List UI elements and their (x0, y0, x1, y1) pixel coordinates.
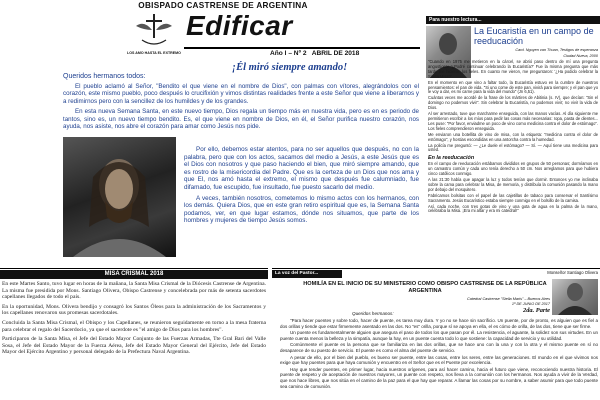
homilia-title: HOMILÍA EN EL INICIO DE SU MINISTERIO COMO OBISPO CASTRENSE DE LA REPÚBLICA ARGENTINA (303, 281, 547, 294)
homilia-rule (272, 268, 600, 269)
reeducacion-paragraph: A las 21:30 había que apagar la luz y todos tenían que dormir. Entonces yo me inclinaba sobre la cama para celebrar la Misa, de memoria, y distribuía la comunión pasando la mano por debajo del mosquitero. (428, 177, 598, 192)
editorial-paragraph: A veces, también nosotros, cometemos lo mismo actos con los hermanos, con los demás. Quiera Dios, que en este gran retiro espiritual que es, la Semana Santa podamos, ver, en que lugar estamos, dónde nos situamos, que parte de los hombres y mujeres de tiempo Jesús somos. (184, 194, 419, 225)
homilia-body (280, 318, 598, 389)
homilia-author: Monseñor Santiago Olivera (547, 270, 598, 275)
misa-paragraph: En la oportunidad, Mons. Olivera bendijo y consagró los Santos Óleos para la administración de los Sacramentos y los capellanes renovaron sus promesas sacerdotales. (2, 303, 266, 317)
editorial-greeting: Queridos hermanos todos: (63, 73, 146, 80)
homilia-paragraph: A pesar de ello, por el bien del pueblo, es bueno ser puente, entre las cosas, entre los seres, entre las generaciones. El mundo en el que vivimos nos exige que hay puentes para que haya comunión y encuentro en el Señor que es el Puente por excelencia. (280, 354, 598, 366)
reeducacion-paragraph: Al ser arrestado, tuve que marcharme enseguida, con las manos vacías. Al día siguiente me permitieron escribir a los míos para pedir las cosas más necesarias: ropa, pasta de dientes... Les puse: "Por favor, enviadme un poco de vino como medicina contra el dolor de estómago". Los fieles comprendieron enseguida. (428, 111, 598, 131)
reeducacion-paragraph: En el campo de reeducación estábamos divididos en grupos de 50 personas; dormíamos en un camastro común y cada uno tenía derecho a 50 cm. Nos arreglamos para que hubiera cinco católicos conmigo. (428, 161, 598, 177)
person-photo-icon (552, 279, 598, 315)
editorial-paragraph: El pueblo aclamó al Señor, "Bendito el que viene en el nombre de Dios", con palmas con vítores, alegrándolos con el corazón, este mismo pueblo, poco después lo crucifixión y vimos distintas realidades frente a este Señor que viene a liberarnos y a redimirnos pero con la sencillez de los humildes y de los grandes. (63, 83, 419, 105)
reeducacion-paragraph: Me enviaron una botellita de vino de misa, con la etiqueta: "medicina contra el dolor de estómago", y hostias escondidas en una antorcha contra la humedad. (428, 131, 598, 142)
bishop-photo (552, 279, 598, 315)
editorial-paragraph: En esta nueva Semana Santa, en este nuevo tiempo, Dios regala un tiempo más en nuestra vida, pero es en es periodo de tantos, sino es, un nuevo tiempo bendito. Es, el que viene en nombre de Dios, en él, el Señor purifica nuestro corazón, nos ayuda, nos asiste, nos abre el corazón para amar como Jesús nos pide. (63, 108, 419, 131)
misa-body (2, 281, 266, 356)
homilia-paragraph: Un puente es fundamentalmente alguien que asegura el paso de todos los que pasan por él. La resistencia, el aguante, la solidez son sus virtudes. En un puente cuenta menos la belleza y la simpatía, aunque la hay, en un puente cuenta todo lo que sostiene: la capacidad de servicio y su utilidad. (280, 330, 598, 341)
masthead-title: Edificar (186, 10, 293, 41)
homilia-date-2: 1º DE JUNIO DE 2017 (511, 302, 550, 306)
homilia-paragraph: "Para hacer puentes y sobre todo, hacer de puente, es tarea muy dura. Y yo no se hace sin sacrificio. Un puente, por de pronto, es alguien que es fiel a dos orillas y tiende que estar firmemente asentado en las dos. No "es" orilla, porque sí se apoya en ella, el es cómo de orilla, de las dos, tiene que ser firme. (280, 318, 598, 329)
reeducacion-byline-2: Ciudad Nueva, 2000 (563, 54, 598, 58)
masthead-org: OBISPADO CASTRENSE DE ARGENTINA (138, 1, 308, 10)
homilia-date: Catedral Castrense "Stella Maris" – Buenos Aires (467, 297, 550, 301)
reeducacion-paragraph: La policía me preguntó: — ¿Le duele el estómago? — Sí. — Aquí tiene una medicina para usted. (428, 142, 598, 153)
reeducacion-paragraph: Fabricamos bolsitas con el papel de las cajetillas de tabaco para conservar el Santísimo Sacramento. Jesús Eucarístico estaba siempre conmigo en el bolsillo de la camisa. (428, 192, 598, 203)
editorial-top (63, 83, 419, 130)
reeducacion-paragraph: Cuántas veces me acordé de la frase de los mártires de Abitinia (s. IV), que decían: "Sin el domingo no podemos vivir". Sin celebrar la Eucaristía, no podemos vivir; no vivir la vida de Dios. (428, 95, 598, 111)
logo-caption: LOS AMO HASTA EL EXTREMO (127, 51, 181, 55)
reeducacion-title: La Eucaristía en un campo de reeducación (474, 26, 594, 46)
portrait-icon (63, 137, 176, 257)
masthead-rule (184, 47, 420, 49)
misa-paragraph: En este Martes Santo, tuvo lugar en horas de la mañana, la Santa Misa Crismal de la Diócesis Castrense de Argentina. La misma fue presidida por Mons. Santiago Olivera, Obispo Castrense y concelebrada por más de setenta sacerdotes capellanes llegados de todo el país. (2, 281, 266, 301)
reeducacion-paragraph: En el momento en que vino a faltar todo, la Eucaristía estuvo en la cumbre de nuestros pensamientos: el pan de vida. "Si uno come de este pan, vivirá para siempre; y el pan que yo le voy a dar, es mi carne para la vida del mundo" (Jn 6,51). (428, 79, 598, 95)
reeducacion-section-label: Para nuestro lectura... (426, 16, 600, 24)
editorial-right (184, 146, 419, 225)
homilia-opening: Queridos hermanos: (352, 311, 394, 316)
crest-icon (132, 12, 176, 52)
masthead-logo (132, 12, 176, 52)
reeducacion-body (428, 60, 598, 214)
misa-header: MISA CRISMAL 2018 (0, 270, 268, 279)
misa-paragraph: Concluida la Santa Misa Crismal, el Obispo y los Capellanes, se reunieron seguidamente en torno a la mesa fraterna para celebrar el regalo del Sacerdocio, ya que el sacerdote es "el amigo de Dios para los hombres". (2, 319, 266, 333)
homilia-part: 2da. Parte (523, 307, 550, 314)
slogan: ¡Él miró siempre amando! (232, 62, 348, 73)
reeducacion-paragraph: Así, cada noche, con tres gotas de vino y una gota de agua en la palma de la mano, celebraba la Misa. ¡Era mi altar y era mi catedral!" (428, 203, 598, 214)
reeducacion-byline: Card. Nguyen van Thuan, Testigos de esperanza (515, 48, 598, 52)
reeducacion-paragraph: "Cuando en 1975 me metieron en la cárcel, se abrió paso dentro de mí una pregunta angustiosa: '¿Podré continuar celebrando la Eucaristía?' Fue la misma pregunta que más tarde me hicieron los fieles. En cuanto me vieron, me preguntaron: '¿Ha podido celebrar la Santa Misa?' (428, 59, 598, 79)
homilia-paragraph: Hay que tender puentes, en primer lugar, hacia nuestros orígenes, para así hacer camino, hacia el futuro que viene, reconociendo nuestra historia. El puente de respeto y de aceptación de nuestros mayores, un puente con respeto, nos lleva a la comunión con los hermanos. Nos ayuda a vivir de la Verdad, que nos hace libres, que nos sitúa en el camino de la paz para el que hay que reparar. A llamar las cosas por su nombre, a saber asumir para que todo puente sea camino de comunión. (280, 366, 598, 389)
jesus-portrait (63, 137, 176, 257)
homilia-paragraph: Comúnmente el puente es la persona que se familiariza en las dos orillas, que se hace uno con la una y con la otra y el mismo puente en sí no desaparece de su puesto de servicio. El puente es como el alma del puente de servicio. (280, 342, 598, 353)
misa-rule (0, 268, 268, 269)
editorial-paragraph: Por ello, debemos estar atentos, para no ser aquellos que después, no con la palabra, pero que con los actos, sacamos del medio a Jesús, a este Jesús que es el Dios con nosotros y que paso haciendo el bien, que miró siempre amando, que es rostro de la misericordia del Padre. Que es la certeza de un Dios que nos ama y que El, nos amó hasta el extremo, el mismo que después fue calumniado, fue difamado, fue escupido, fue insultado, fue puesto sacarlo del medio. (184, 146, 419, 191)
homilia-section-label: La voz del Pastor... (272, 270, 342, 278)
misa-paragraph: Participaron de la Santa Misa, el Jefe del Estado Mayor Conjunto de las Fuerzas Armadas, Tte Gral Bari del Valle Sosa, el Jefe del Estado Mayor de la Fuerza Aérea, Jefe del Estado Mayor General del Ejército, Jefe del Estado Mayor del Ejército Argentino y personal delegado de la Prefectura Naval Argentina. (2, 336, 266, 356)
reeducacion-subhead: En la reeducación (428, 155, 475, 162)
issue-line: Año I – Nº 2 ABRIL DE 2018 (270, 50, 360, 57)
